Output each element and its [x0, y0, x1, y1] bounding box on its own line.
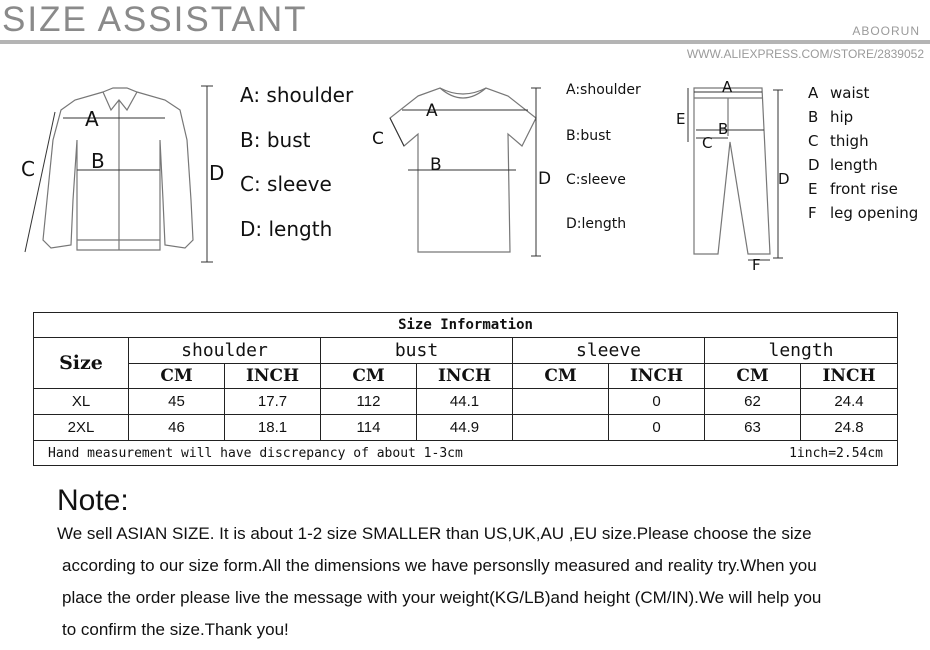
note-line: We sell ASIAN SIZE. It is about 1-2 size SMALLER than US,UK,AU ,EU size.Please choose the size	[57, 524, 812, 543]
table-cell	[513, 389, 609, 415]
unit-header: INCH	[225, 364, 321, 389]
jacket-legend	[240, 80, 353, 258]
jacket-legend-shoulder: A: shoulder	[240, 83, 354, 107]
pants-legend-waist: A waist	[808, 84, 870, 102]
unit-header: INCH	[417, 364, 513, 389]
measurement-disclaimer: Hand measurement will have discrepancy of about 1-3cm	[48, 445, 463, 461]
table-cell: 24.8	[801, 415, 898, 441]
note-title: Note:	[57, 484, 129, 517]
tshirt-mark-b: B	[430, 155, 442, 175]
brand-name: ABOORUN	[852, 24, 920, 38]
table-cell: 44.1	[417, 389, 513, 415]
note-text	[57, 518, 917, 646]
group-header-length: length	[705, 338, 898, 364]
table-cell: 46	[129, 415, 225, 441]
pants-mark-c: C	[702, 134, 713, 152]
tshirt-mark-d: D	[538, 169, 552, 189]
tshirt-legend-sleeve: C:sleeve	[566, 172, 626, 188]
table-cell: 45	[129, 389, 225, 415]
pants-mark-f: F	[752, 256, 761, 272]
page-title: SIZE ASSISTANT	[2, 0, 308, 39]
jacket-mark-d: D	[209, 161, 225, 185]
unit-header: CM	[513, 364, 609, 389]
table-footer-row	[34, 441, 898, 466]
unit-header: INCH	[801, 364, 898, 389]
note-line: to confirm the size.Thank you!	[62, 620, 289, 639]
table-cell: 44.9	[417, 415, 513, 441]
tshirt-mark-a: A	[426, 101, 438, 121]
store-url: WWW.ALIEXPRESS.COM/STORE/2839052	[686, 47, 924, 61]
group-header-shoulder: shoulder	[129, 338, 321, 364]
unit-conversion: 1inch=2.54cm	[789, 445, 884, 461]
unit-header: CM	[705, 364, 801, 389]
jacket-mark-b: B	[91, 149, 105, 173]
table-group-row	[34, 338, 898, 364]
pants-mark-a: A	[722, 78, 733, 96]
pants-legend-front-rise: E front rise	[808, 180, 898, 198]
size-cell: 2XL	[34, 415, 129, 441]
pants-mark-b: B	[718, 120, 729, 138]
tshirt-legend	[566, 80, 641, 234]
table-cell: 0	[609, 415, 705, 441]
pants-mark-d: D	[778, 170, 790, 188]
group-header-sleeve: sleeve	[513, 338, 705, 364]
table-cell: 63	[705, 415, 801, 441]
jacket-outline	[43, 88, 193, 250]
pants-legend-thigh: C thigh	[808, 132, 869, 150]
table-row	[34, 389, 898, 415]
tshirt-legend-length: D:length	[566, 216, 627, 232]
table-row	[34, 415, 898, 441]
size-cell: XL	[34, 389, 129, 415]
tshirt-legend-bust: B:bust	[566, 128, 611, 144]
tshirt-mark-c: C	[372, 129, 384, 149]
table-title-row	[34, 313, 898, 338]
jacket-legend-length: D: length	[240, 216, 333, 241]
tshirt-legend-shoulder: A:shoulder	[566, 82, 641, 98]
jacket-mark-c: C	[21, 157, 35, 181]
table-cell: 17.7	[225, 389, 321, 415]
pants-legend-length: D length	[808, 156, 878, 174]
table-cell: 112	[321, 389, 417, 415]
table-cell: 24.4	[801, 389, 898, 415]
size-table	[33, 312, 898, 466]
group-header-bust: bust	[321, 338, 513, 364]
pants-legend	[808, 83, 918, 227]
note-line: place the order please live the message with your weight(KG/LB)and height (CM/IN).We will help you	[62, 588, 822, 607]
tshirt-diagram	[368, 84, 558, 264]
unit-header: INCH	[609, 364, 705, 389]
jacket-legend-sleeve: C: sleeve	[240, 172, 332, 196]
header-divider	[0, 40, 930, 44]
table-cell	[513, 415, 609, 441]
table-cell: 0	[609, 389, 705, 415]
size-column-header: Size	[34, 338, 129, 389]
jacket-mark-a: A	[85, 107, 99, 131]
table-footer	[34, 441, 898, 466]
table-cell: 114	[321, 415, 417, 441]
pants-diagram	[672, 76, 802, 272]
table-cell: 18.1	[225, 415, 321, 441]
table-title: Size Information	[34, 313, 898, 338]
pants-mark-e: E	[676, 110, 686, 128]
unit-header: CM	[321, 364, 417, 389]
pants-legend-hip: B hip	[808, 108, 854, 126]
pants-outline	[694, 88, 770, 254]
note-line: according to our size form.All the dimensions we have personslly measured and reality try.When you	[62, 556, 817, 575]
table-unit-row	[34, 364, 898, 389]
table-cell: 62	[705, 389, 801, 415]
unit-header: CM	[129, 364, 225, 389]
jacket-legend-bust: B: bust	[240, 127, 311, 152]
pants-legend-leg-opening: F leg opening	[808, 204, 919, 222]
jacket-diagram	[15, 80, 225, 270]
